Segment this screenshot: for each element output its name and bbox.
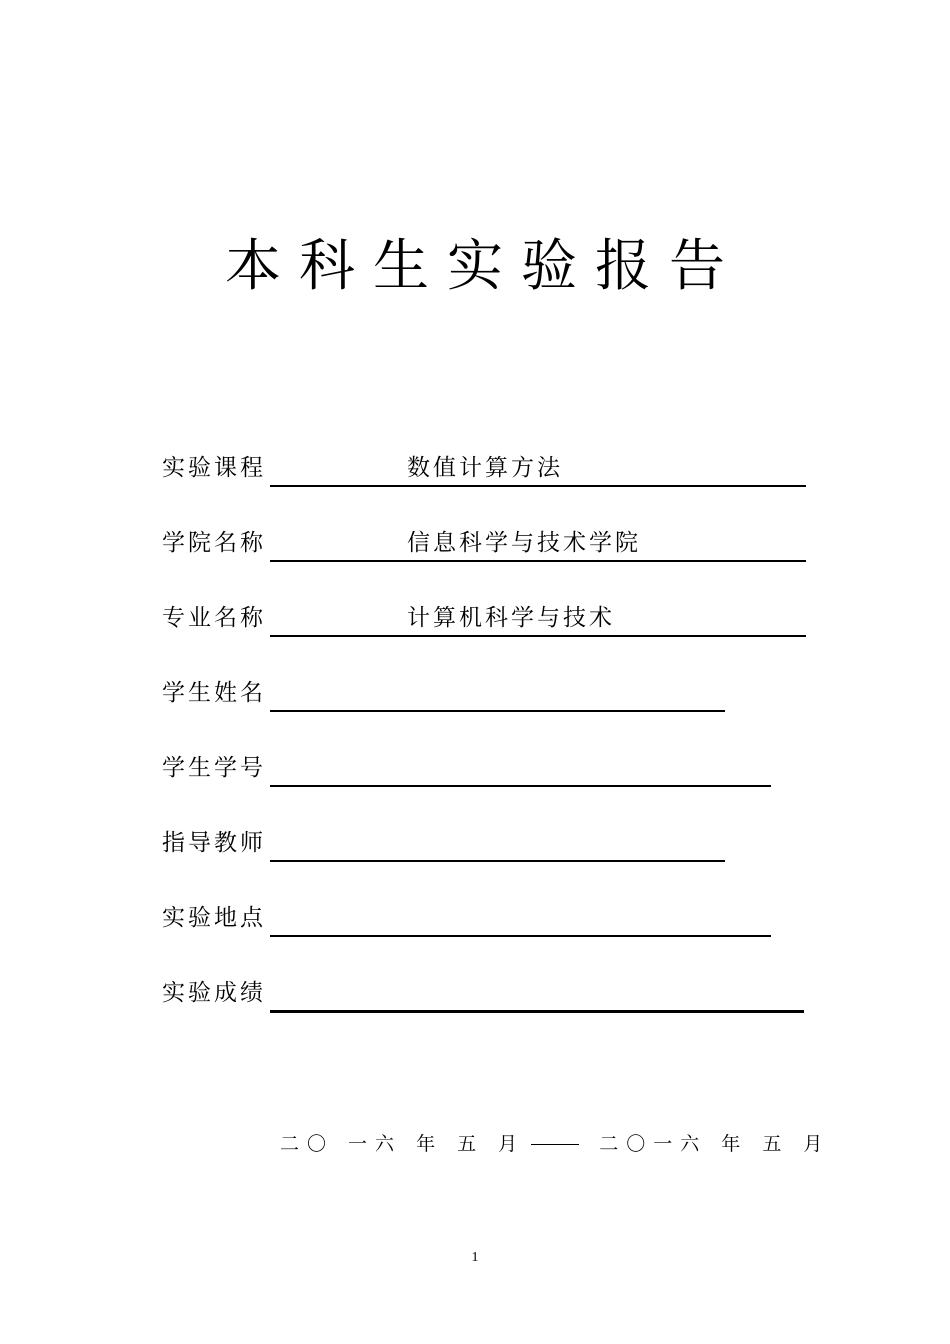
field-major-value: 计算机科学与技术 <box>407 605 615 631</box>
field-student-name <box>162 677 812 717</box>
field-grade <box>162 977 812 1017</box>
field-college-underline <box>270 560 806 562</box>
field-course-label: 实验课程 <box>162 455 266 481</box>
field-student-id <box>162 752 812 792</box>
field-college <box>162 527 812 567</box>
field-location-label: 实验地点 <box>162 905 266 931</box>
field-course <box>162 452 812 492</box>
field-college-label: 学院名称 <box>162 530 266 556</box>
field-major-underline <box>270 635 806 637</box>
field-location-underline <box>270 935 771 937</box>
date-end: 二〇一六 年 五 月 <box>599 1133 831 1155</box>
field-student-name-underline <box>270 710 725 712</box>
field-course-value: 数值计算方法 <box>407 455 563 481</box>
field-student-id-label: 学生学号 <box>162 755 266 781</box>
field-advisor-underline <box>270 860 725 862</box>
field-grade-label: 实验成绩 <box>162 980 266 1006</box>
field-student-name-label: 学生姓名 <box>162 680 266 706</box>
date-range <box>280 1130 830 1158</box>
field-student-id-underline <box>270 785 771 787</box>
report-title: 本科生实验报告 <box>225 234 743 299</box>
field-location <box>162 902 812 942</box>
field-advisor-label: 指导教师 <box>162 830 266 856</box>
field-advisor <box>162 827 812 867</box>
date-start: 二〇 一六 年 五 月 <box>280 1133 526 1155</box>
field-college-value: 信息科学与技术学院 <box>407 530 641 556</box>
page-number: 1 <box>471 1250 479 1265</box>
field-major <box>162 602 812 642</box>
field-grade-underline <box>270 1010 804 1013</box>
field-major-label: 专业名称 <box>162 605 266 631</box>
field-course-underline <box>270 485 806 487</box>
date-separator-dash <box>531 1144 579 1145</box>
